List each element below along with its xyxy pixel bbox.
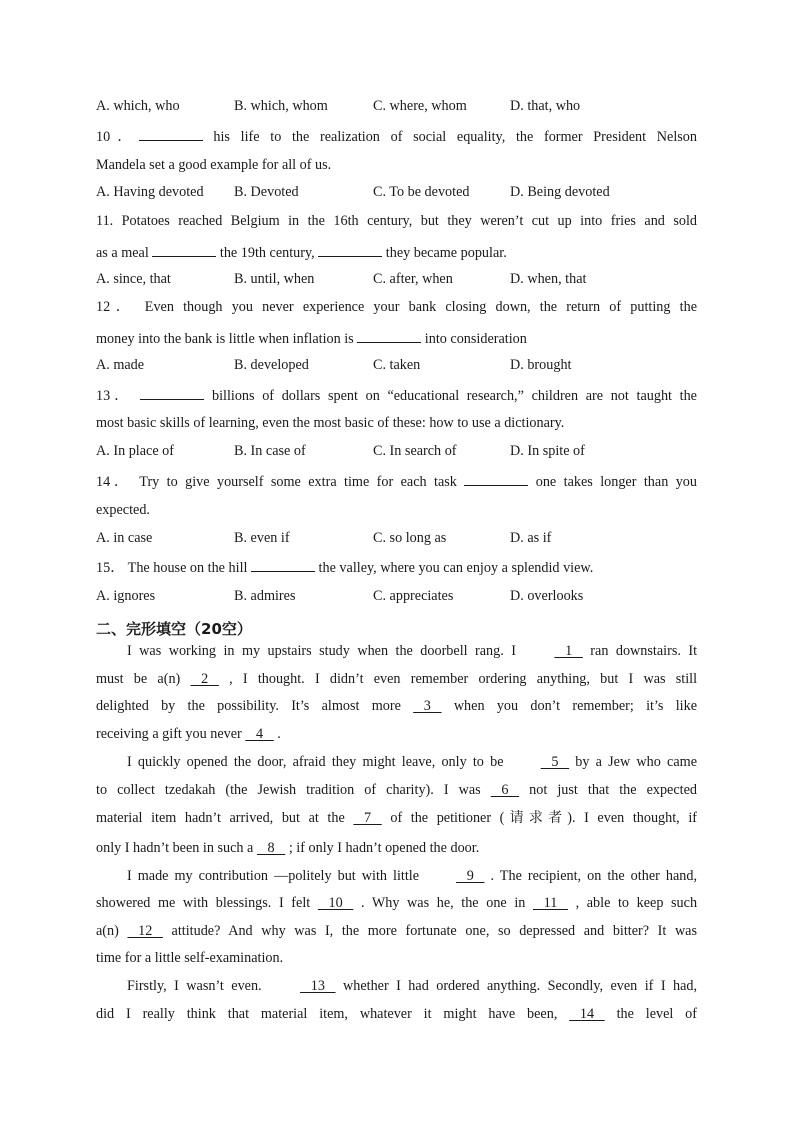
passage-text: to collect tzedakah (the Jewish tradition of charity). I was: [96, 782, 481, 798]
passage-text: Firstly, I wasn’t even.: [127, 978, 262, 994]
passage-text: .: [277, 726, 281, 742]
passage-p4-line-1: [96, 977, 697, 995]
q15-option-c: C. appreciates: [373, 588, 454, 604]
passage-text: delighted by the possibility. It’s almost more: [96, 698, 401, 714]
q9-option-b: B. which, whom: [234, 98, 328, 114]
numbered-blank-10: 10: [317, 895, 354, 911]
passage-text: the level of: [616, 1006, 698, 1022]
passage-text: only I hadn’t been in such a: [96, 840, 254, 856]
passage-text: of the petitioner (请求者). I even thought, if: [390, 810, 697, 826]
passage-p3-line-2: [96, 894, 697, 912]
numbered-blank-9: 9: [456, 868, 485, 884]
answer-blank: [139, 126, 203, 141]
passage-text: ran downstairs. It: [590, 643, 698, 659]
passage-text: not just that the expected: [529, 782, 697, 798]
numbered-blank-8: 8: [256, 840, 286, 856]
q14-line-2: expected.: [96, 502, 150, 518]
numbered-blank-6: 6: [490, 782, 520, 798]
q11-option-a: A. since, that: [96, 271, 171, 287]
answer-blank: [464, 471, 528, 486]
passage-p4-line-2: [96, 1005, 697, 1023]
numbered-blank-2: 2: [190, 671, 219, 687]
passage-text: receiving a gift you never: [96, 726, 242, 742]
q11-option-b: B. until, when: [234, 271, 315, 287]
q12-line-1: 12． Even though you never experience your bank closing down, the return of putting the: [96, 299, 697, 315]
q13-option-d: D. In spite of: [510, 443, 585, 459]
numbered-blank-4: 4: [245, 726, 274, 742]
q15-option-a: A. ignores: [96, 588, 156, 604]
passage-text: I quickly opened the door, afraid they might leave, only to be: [127, 754, 504, 770]
q10-option-c: C. To be devoted: [373, 184, 470, 200]
passage-p3-line-1: [96, 867, 697, 885]
q9-option-d: D. that, who: [510, 98, 581, 114]
answer-blank: [357, 328, 421, 343]
answer-blank: [152, 242, 216, 257]
numbered-blank-12: 12: [127, 923, 163, 939]
passage-text: time for a little self-examination.: [96, 950, 284, 966]
passage-text: , I thought. I didn’t even remember ordering anything, but I was still: [229, 671, 698, 687]
q12-option-b: B. developed: [234, 357, 309, 373]
q13-option-a: A. In place of: [96, 443, 174, 459]
answer-blank: [318, 242, 382, 257]
q14-option-d: D. as if: [510, 530, 552, 546]
q14-option-a: A. in case: [96, 530, 153, 546]
q13-line-2: most basic skills of learning, even the most basic of these: how to use a dictionary.: [96, 415, 565, 431]
q10-line-1: 10． his life to the realization of social equality, the former President Nelson: [96, 126, 697, 146]
q14-option-c: C. so long as: [373, 530, 447, 546]
passage-p1-line-4: [96, 725, 697, 743]
passage-text: I made my contribution —politely but with little: [127, 868, 420, 884]
numbered-blank-11: 11: [533, 895, 568, 911]
section-heading: 二、完形填空（20空）: [96, 620, 252, 638]
passage-p1-line-2: [96, 670, 697, 688]
answer-blank: [140, 385, 204, 400]
q13-option-c: C. In search of: [373, 443, 457, 459]
numbered-blank-3: 3: [413, 698, 442, 714]
q11-line-1: 11. Potatoes reached Belgium in the 16th century, but they weren’t cut up into fries and sold: [96, 213, 697, 229]
passage-text: whether I had ordered anything. Secondly, even if I had,: [343, 978, 698, 994]
q13-line-1: 13． billions of dollars spent on “educational research,” children are not taught the: [96, 385, 697, 405]
passage-p1-line-3: [96, 697, 697, 715]
q12-option-a: A. made: [96, 357, 145, 373]
q13-option-b: B. In case of: [234, 443, 306, 459]
q10-line-2: Mandela set a good example for all of us.: [96, 157, 332, 173]
q10-option-a: A. Having devoted: [96, 184, 204, 200]
passage-text: attitude? And why was I, the more fortunate one, so depressed and bitter? It was: [171, 923, 698, 939]
q12-line-2: money into the bank is little when inflation is into consideration: [96, 328, 697, 348]
numbered-blank-7: 7: [353, 810, 382, 826]
passage-text: . The recipient, on the other hand,: [490, 868, 697, 884]
q11-option-c: C. after, when: [373, 271, 453, 287]
q14-line-1: 14． Try to give yourself some extra time for each task one takes longer than you: [96, 471, 697, 491]
numbered-blank-5: 5: [540, 754, 570, 770]
passage-text: . Why was he, the one in: [360, 895, 526, 911]
q10-option-d: D. Being devoted: [510, 184, 610, 200]
q12-option-c: C. taken: [373, 357, 421, 373]
numbered-blank-13: 13: [300, 978, 336, 994]
answer-blank: [251, 557, 315, 572]
passage-p2-line-2: [96, 781, 697, 799]
passage-text: showered me with blessings. I felt: [96, 895, 311, 911]
passage-p2-line-3: [96, 809, 697, 827]
passage-text: must be a(n): [96, 671, 181, 687]
passage-p3-line-4: [96, 949, 697, 967]
passage-text: a(n): [96, 923, 119, 939]
passage-text: material item hadn’t arrived, but at the: [96, 810, 345, 826]
q10-option-b: B. Devoted: [234, 184, 299, 200]
passage-text: by a Jew who came: [575, 754, 697, 770]
passage-text: when you don’t remember; it’s like: [453, 698, 697, 714]
passage-p1-line-1: [96, 642, 697, 660]
q15-line-1: 15． The house on the hill the valley, where you can enjoy a splendid view.: [96, 557, 697, 577]
q11-option-d: D. when, that: [510, 271, 587, 287]
q12-option-d: D. brought: [510, 357, 572, 373]
passage-text: I was working in my upstairs study when the doorbell rang. I: [127, 643, 516, 659]
passage-p2-line-1: [96, 753, 697, 771]
numbered-blank-14: 14: [569, 1006, 605, 1022]
q15-option-d: D. overlooks: [510, 588, 584, 604]
q9-option-c: C. where, whom: [373, 98, 467, 114]
q15-option-b: B. admires: [234, 588, 296, 604]
passage-text: ; if only I hadn’t opened the door.: [288, 840, 480, 856]
passage-p2-line-4: [96, 839, 697, 857]
passage-text: did I really think that material item, whatever it might have been,: [96, 1006, 558, 1022]
q14-option-b: B. even if: [234, 530, 290, 546]
q9-option-a: A. which, who: [96, 98, 180, 114]
passage-text: , able to keep such: [575, 895, 698, 911]
numbered-blank-1: 1: [554, 643, 583, 659]
passage-p3-line-3: [96, 922, 697, 940]
q11-line-2: as a meal the 19th century, they became popular.: [96, 242, 697, 262]
